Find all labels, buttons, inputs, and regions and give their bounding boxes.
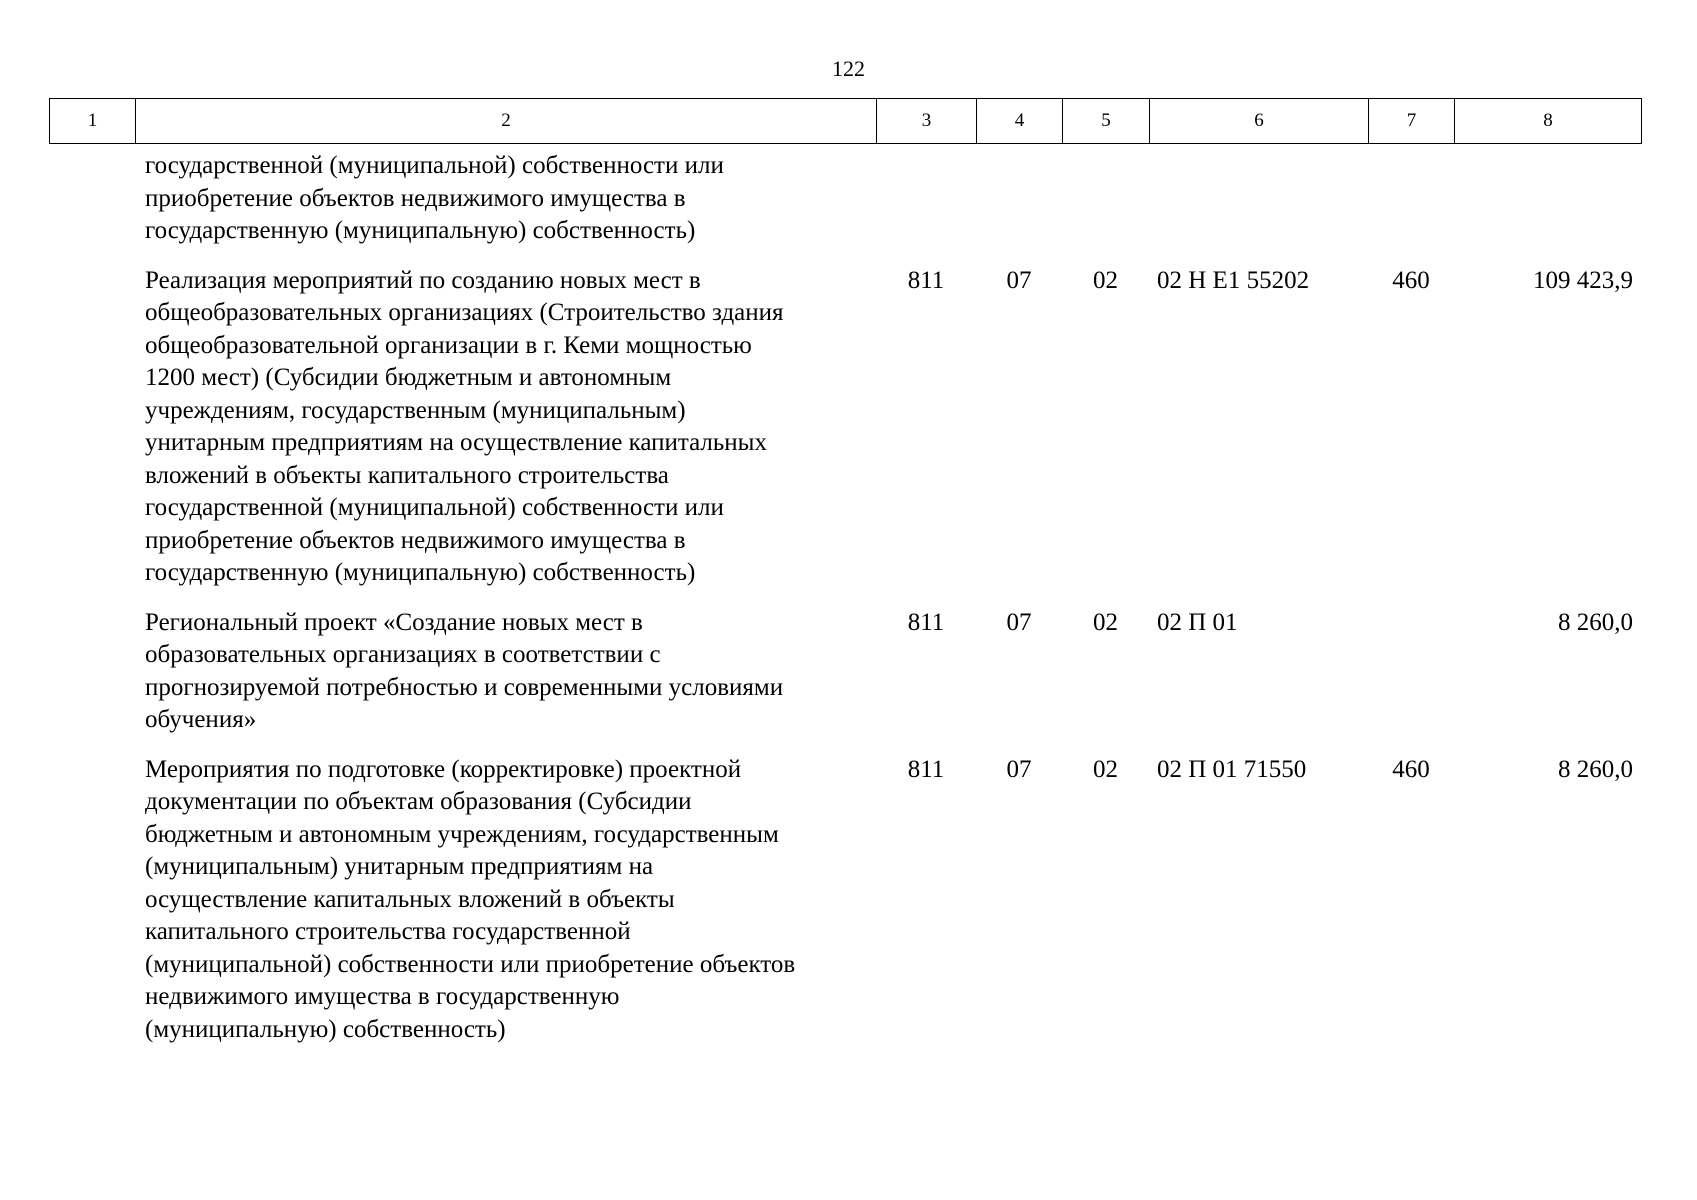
cell-amount: 8 260,0 xyxy=(1558,608,1633,636)
cell-section xyxy=(976,150,1062,248)
description-line: (муниципальную) собственность) xyxy=(145,1015,506,1043)
description-line: прогнозируемой потребностью и современными условиями xyxy=(145,673,784,701)
description-line: (муниципальной) собственности или приобретение объектов xyxy=(145,950,796,978)
cell-ministry-code xyxy=(876,150,976,248)
description-line: (муниципальным) унитарным предприятиям на xyxy=(145,853,654,880)
column-header-8: 8 xyxy=(1455,99,1642,144)
cell-expense-type: 460 xyxy=(1392,266,1430,294)
description-line: обучения» xyxy=(145,706,257,733)
description-line: приобретение объектов недвижимого имущества в xyxy=(145,184,686,212)
description-line: общеобразовательной организации в г. Кеми мощностью xyxy=(145,331,752,359)
description-line: приобретение объектов недвижимого имущества в xyxy=(145,526,686,554)
description-line: Реализация мероприятий по созданию новых мест в xyxy=(145,266,701,294)
description-line: Региональный проект «Создание новых мест в xyxy=(145,608,643,636)
cell-target-article: 02 П 01 xyxy=(1157,608,1238,636)
description-line: 1200 мест) (Субсидии бюджетным и автономным xyxy=(145,364,672,391)
cell-col1 xyxy=(49,754,135,1047)
cell-description xyxy=(135,265,876,590)
cell-section: 07 xyxy=(1006,755,1032,783)
column-header-7: 7 xyxy=(1369,99,1455,144)
description-line: государственной (муниципальной) собственности или xyxy=(145,494,724,521)
cell-section: 07 xyxy=(1006,608,1032,636)
cell-target-article: 02 П 01 71550 xyxy=(1157,755,1307,783)
cell-expense-type xyxy=(1368,607,1454,737)
description-line: образовательных организациях в соответствии с xyxy=(145,641,661,668)
cell-section: 07 xyxy=(1006,266,1032,294)
cell-col1 xyxy=(49,150,135,248)
table-row xyxy=(49,150,1641,248)
cell-amount: 8 260,0 xyxy=(1558,755,1633,783)
table-row xyxy=(49,754,1641,1047)
cell-target-article xyxy=(1149,150,1368,248)
description-line: общеобразовательных организациях (Строительство здания xyxy=(145,299,784,326)
description-line: капитального строительства государственной xyxy=(145,918,631,945)
cell-expense-type: 460 xyxy=(1392,755,1430,783)
cell-amount xyxy=(1454,150,1641,248)
description-line: унитарным предприятиям на осуществление капитальных xyxy=(145,429,767,456)
table-row xyxy=(49,607,1641,737)
cell-subsection: 02 xyxy=(1093,755,1118,783)
description-line: вложений в объекты капитального строительства xyxy=(145,461,669,489)
description-line: недвижимого имущества в государственную xyxy=(145,983,620,1010)
column-header-row xyxy=(50,99,1642,144)
cell-subsection xyxy=(1062,150,1149,248)
cell-amount: 109 423,9 xyxy=(1533,266,1633,294)
table-body xyxy=(49,150,1641,1063)
cell-ministry-code: 811 xyxy=(907,608,945,636)
column-header-2: 2 xyxy=(136,99,877,144)
cell-expense-type xyxy=(1368,150,1454,248)
cell-target-article: 02 Н Е1 55202 xyxy=(1157,266,1310,294)
cell-col1 xyxy=(49,607,135,737)
description-line: государственной (муниципальной) собственности или xyxy=(145,152,724,179)
description-line: Мероприятия по подготовке (корректировке) проектной xyxy=(145,755,742,783)
column-header-3: 3 xyxy=(877,99,977,144)
cell-description xyxy=(135,754,876,1047)
column-header-4: 4 xyxy=(977,99,1063,144)
cell-subsection: 02 xyxy=(1093,266,1118,294)
cell-ministry-code: 811 xyxy=(907,755,945,783)
cell-description xyxy=(135,150,876,248)
cell-description xyxy=(135,607,876,737)
page-number: 122 xyxy=(832,56,865,81)
description-line: учреждениям, государственным (муниципальным) xyxy=(145,396,686,424)
column-header-5: 5 xyxy=(1063,99,1150,144)
description-line: бюджетным и автономным учреждениям, государственным xyxy=(145,820,779,848)
cell-subsection: 02 xyxy=(1093,608,1118,636)
column-header-table xyxy=(49,98,1642,144)
description-line: государственную (муниципальную) собственность) xyxy=(145,217,696,244)
description-line: государственную (муниципальную) собственность) xyxy=(145,559,696,586)
description-line: документации по объектам образования (Субсидии xyxy=(145,788,692,815)
column-header-1: 1 xyxy=(50,99,136,144)
cell-col1 xyxy=(49,265,135,590)
cell-ministry-code: 811 xyxy=(907,266,945,294)
column-header-6: 6 xyxy=(1150,99,1369,144)
description-line: осуществление капитальных вложений в объекты xyxy=(145,885,675,913)
table-row xyxy=(49,265,1641,590)
